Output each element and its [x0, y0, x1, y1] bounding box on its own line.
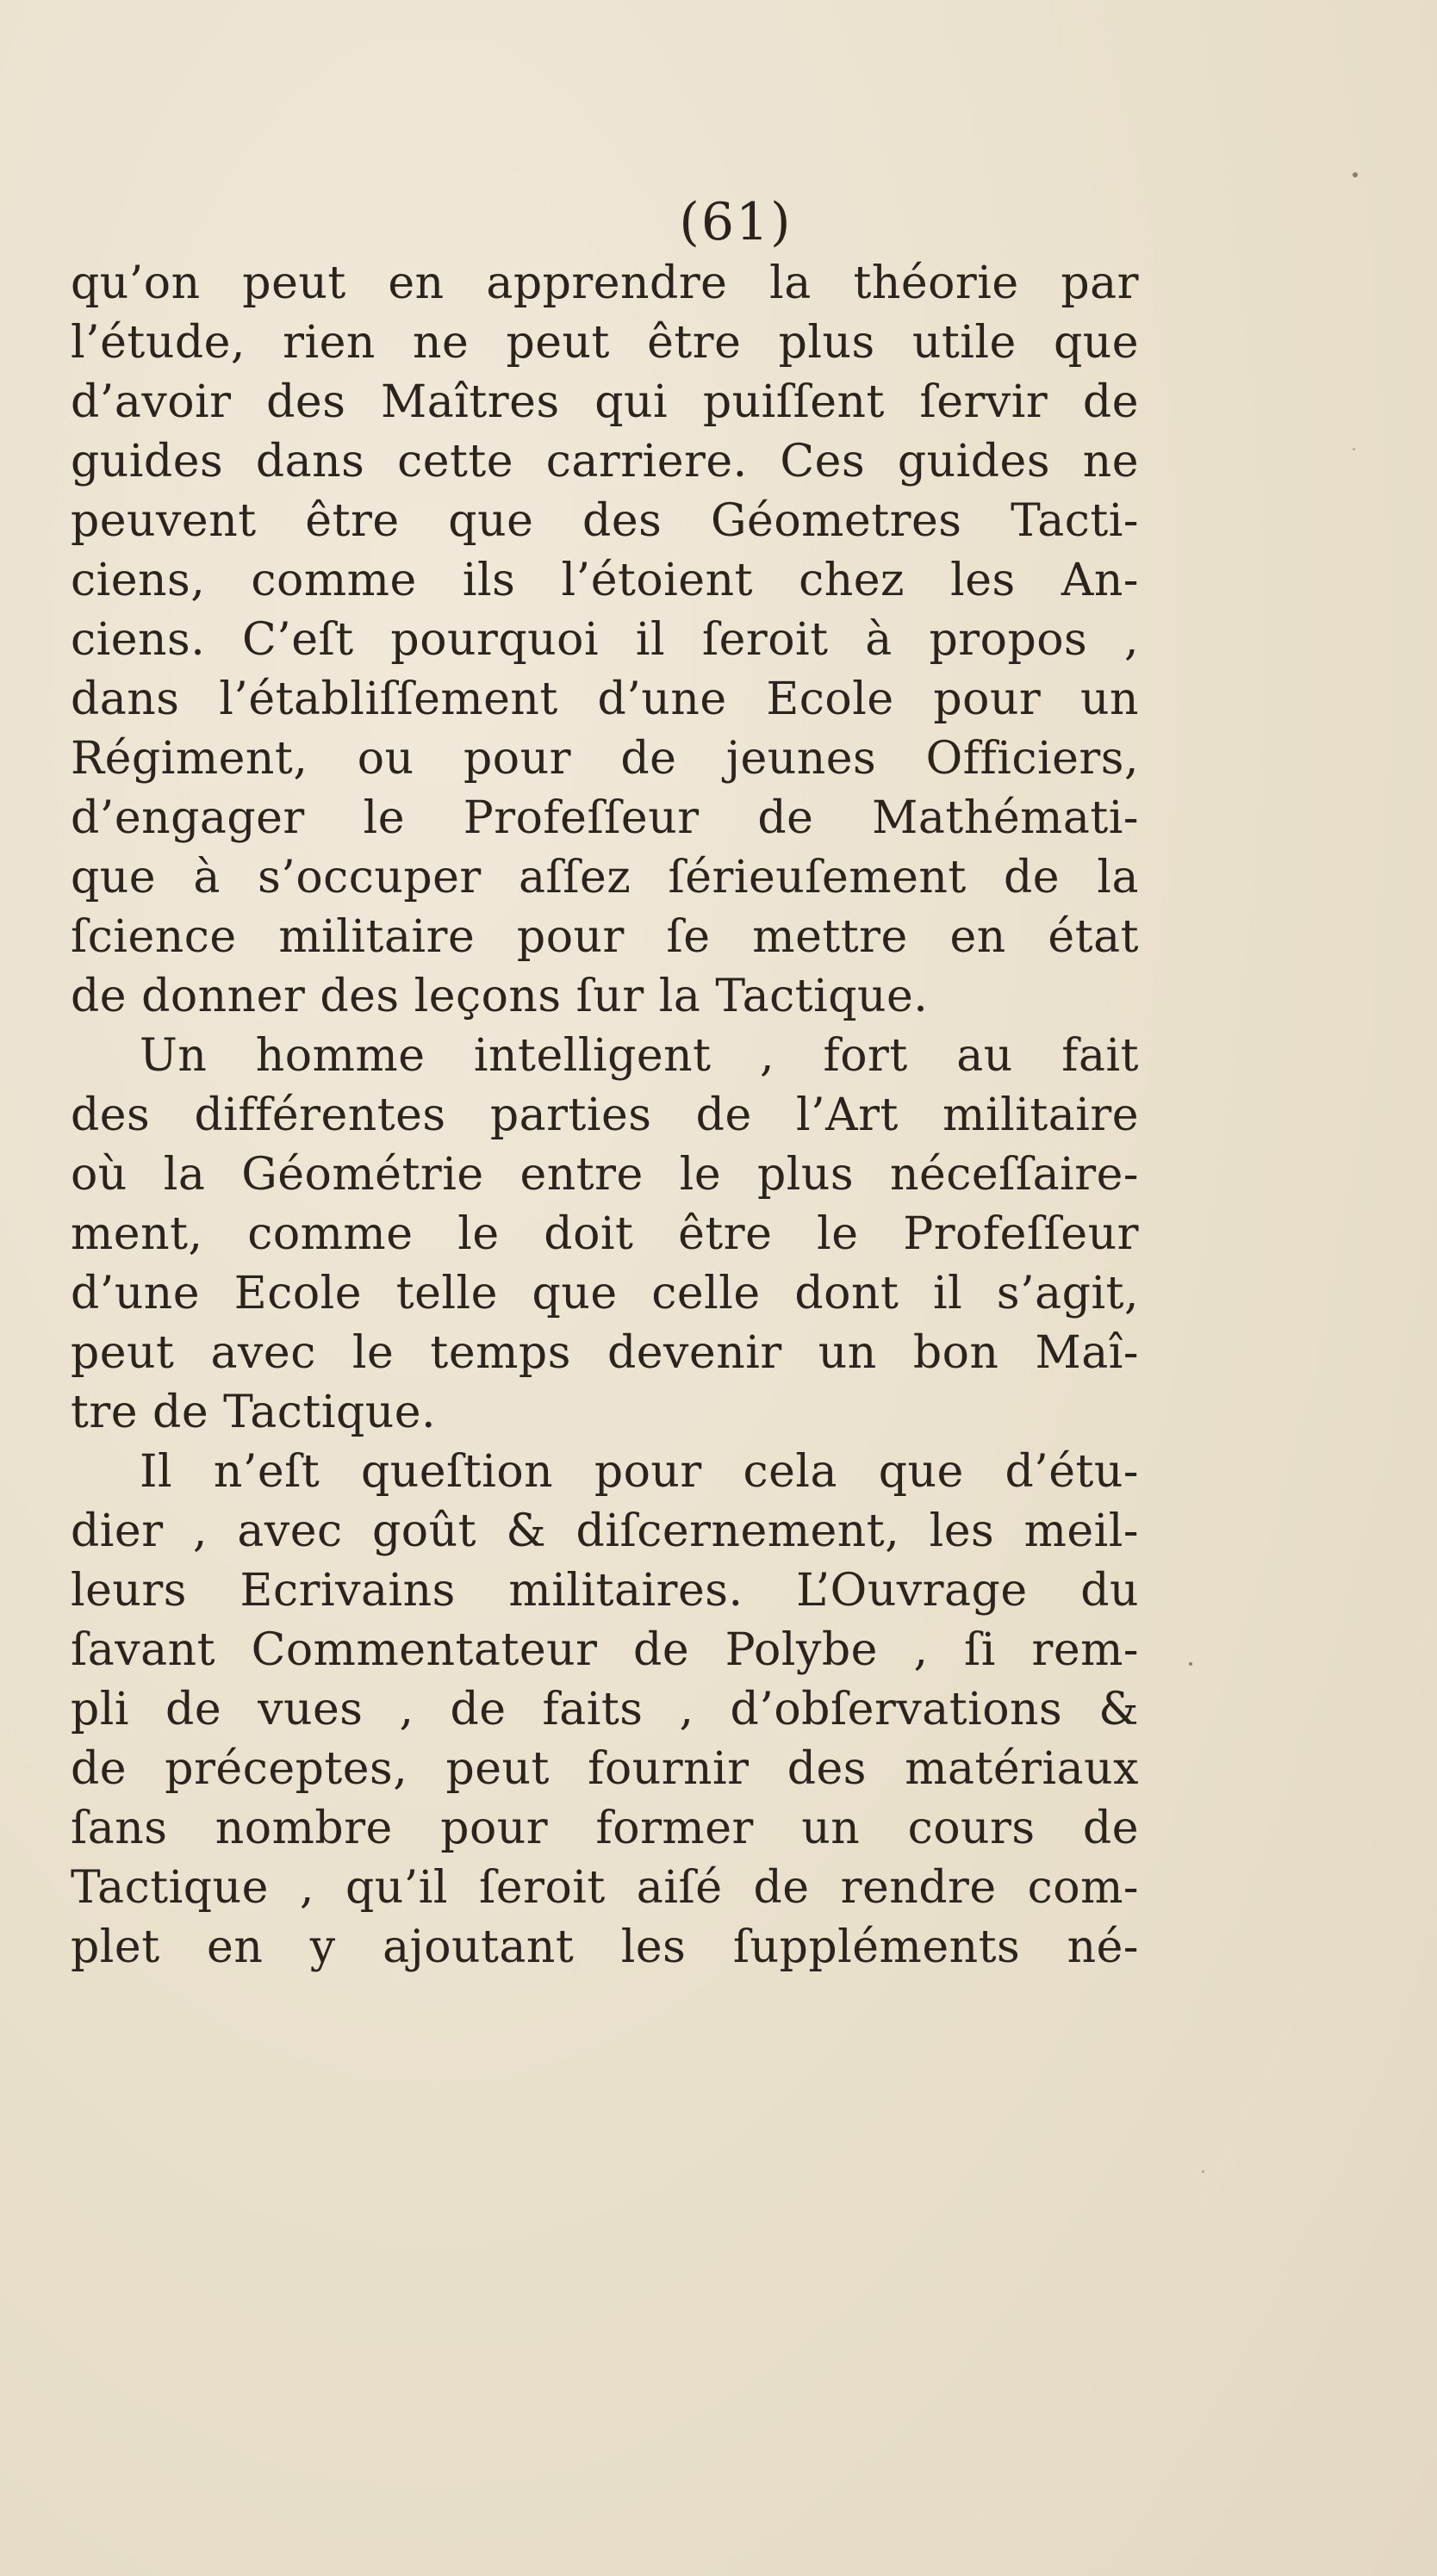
text-line: ciens. C’eſt pourquoi il ſeroit à propos , [71, 614, 1139, 666]
text-line: d’une Ecole telle que celle dont il s’agit, [71, 1268, 1139, 1319]
text-line: ſavant Commentateur de Polybe , ſi rem- [71, 1624, 1139, 1676]
text-line: ment, comme le doit être le Profeſſeur [71, 1208, 1139, 1260]
text-line: d’engager le Profeſſeur de Mathémati- [71, 792, 1139, 844]
text-line: ſcience militaire pour ſe mettre en état [71, 911, 1139, 963]
text-line: de préceptes, peut fournir des matériaux [71, 1743, 1139, 1795]
text-line: Tactique , qu’il ſeroit aiſé de rendre com- [71, 1862, 1139, 1914]
text-line: d’avoir des Maîtres qui puiſſent ſervir de [71, 376, 1139, 428]
text-line: ciens, comme ils l’étoient chez les An- [71, 555, 1139, 606]
text-line: Régiment, ou pour de jeunes Officiers, [71, 733, 1139, 785]
text-line: où la Géométrie entre le plus néceſſaire- [71, 1149, 1139, 1201]
paper-speck [1189, 1662, 1192, 1666]
text-line: que à s’occuper aſſez ſérieuſement de la [71, 852, 1139, 903]
text-line: leurs Ecrivains militaires. L’Ouvrage du [71, 1565, 1139, 1617]
text-line: dier , avec goût & diſcernement, les meil- [71, 1505, 1139, 1557]
text-line: ſans nombre pour former un cours de [71, 1803, 1139, 1854]
text-line: plet en y ajoutant les ſuppléments né- [71, 1921, 1139, 1973]
text-line: peut avec le temps devenir un bon Maî- [71, 1327, 1139, 1379]
text-line: qu’on peut en apprendre la théorie par [71, 258, 1139, 309]
text-line: guides dans cette carriere. Ces guides ne [71, 436, 1139, 487]
text-line: pli de vues , de faits , d’obſervations & [71, 1684, 1139, 1735]
text-line: Un homme intelligent , fort au fait [140, 1030, 1139, 1082]
paper-speck [1353, 448, 1355, 450]
body-text [71, 254, 1139, 1977]
text-line: peuvent être que des Géometres Tacti- [71, 495, 1139, 547]
paper-speck [1353, 172, 1358, 177]
paper-speck [1202, 2170, 1204, 2173]
text-line: Il n’eſt queſtion pour cela que d’étu- [140, 1446, 1139, 1498]
text-line: dans l’établiſſement d’une Ecole pour un [71, 673, 1139, 725]
text-line: des différentes parties de l’Art militaire [71, 1089, 1139, 1141]
page-number: (61) [679, 192, 793, 252]
text-line: l’étude, rien ne peut être plus utile que [71, 317, 1139, 369]
text-line: tre de Tactique. [71, 1387, 437, 1438]
text-line: de donner des leçons ſur la Tactique. [71, 971, 929, 1022]
